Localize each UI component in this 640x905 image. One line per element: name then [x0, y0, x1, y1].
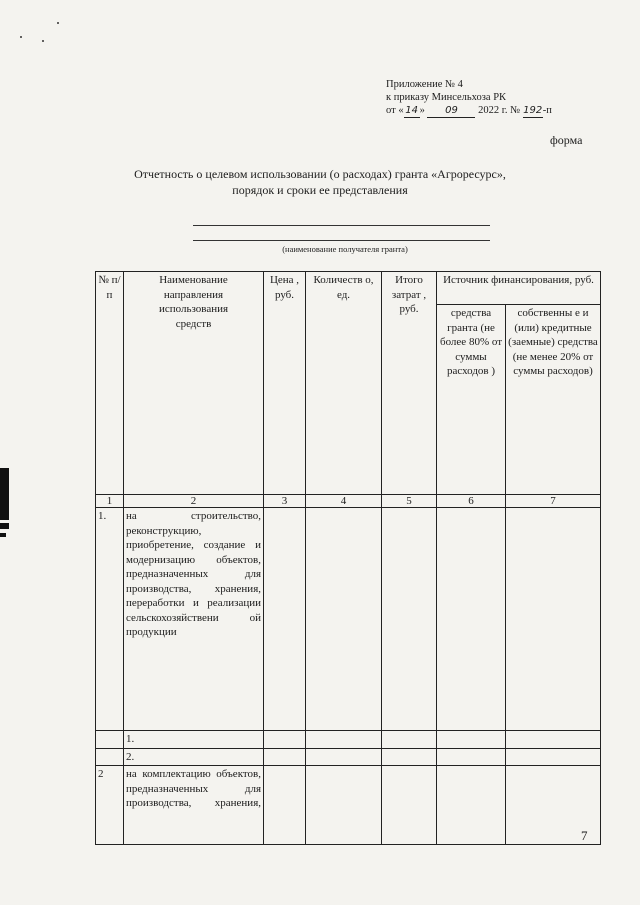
column-number: 6: [437, 495, 506, 508]
title-line-1: Отчетность о целевом использовании (о расходах) гранта «Агроресурс»,: [134, 167, 506, 181]
header-total: Итого затрат , руб.: [382, 272, 437, 495]
approval-line-2: к приказу Минсельхоза РК: [386, 92, 507, 103]
document-title: [80, 166, 560, 198]
column-numbers-row: [96, 495, 601, 508]
approval-block: [386, 78, 552, 118]
approval-line-3: [386, 104, 552, 118]
approval-line-1: Приложение № 4: [386, 79, 463, 90]
header-price: Цена , руб.: [264, 272, 306, 495]
cell-total: [382, 748, 437, 766]
cell-own: [506, 508, 601, 731]
recipient-caption: (наименование получателя гранта): [282, 244, 408, 254]
approval-day: 14: [405, 105, 418, 116]
table-subrow: [96, 748, 601, 766]
approval-date-prefix: от «: [386, 105, 404, 116]
approval-month: 09: [427, 104, 475, 118]
approval-number: 192: [523, 105, 543, 116]
header-grant: средства гранта (не более 80% от суммы расходов ): [437, 305, 506, 495]
header-quantity: Количеств о, ед.: [306, 272, 382, 495]
cell-grant: [437, 508, 506, 731]
cell-own: [506, 731, 601, 749]
recipient-line: [193, 240, 490, 241]
page-number: 7: [581, 828, 588, 843]
approval-date-mid: »: [419, 105, 425, 116]
row-description: на строительство, реконструкцию, приобретение, создание и модернизацию объектов, предназначенных для производства, хранения, переработки и реализации сельскохозяйствени ой продукции: [124, 508, 264, 731]
header-source: Источник финансирования, руб.: [437, 272, 601, 305]
form-label: форма: [550, 133, 583, 147]
header-num: № п/ п: [96, 272, 124, 495]
subrow-label: 1.: [124, 731, 264, 749]
subrow-label: 2.: [124, 748, 264, 766]
row-description: на комплектацию объектов, предназначенных для производства, хранения,: [124, 766, 264, 845]
column-number: 7: [506, 495, 601, 508]
row-number: 1.: [96, 508, 124, 731]
cell-grant: [437, 766, 506, 845]
cell-total: [382, 766, 437, 845]
column-number: 2: [124, 495, 264, 508]
table-subrow: [96, 731, 601, 749]
column-number: 1: [96, 495, 124, 508]
cell-quantity: [306, 748, 382, 766]
row-number: [96, 731, 124, 749]
cell-total: [382, 731, 437, 749]
cell-quantity: [306, 508, 382, 731]
approval-suffix: -п: [542, 105, 552, 116]
cell-price: [264, 508, 306, 731]
cell-own: [506, 748, 601, 766]
cell-price: [264, 748, 306, 766]
header-row: [96, 272, 601, 305]
title-line-2: порядок и сроки ее представления: [232, 183, 408, 197]
row-number: 2: [96, 766, 124, 845]
table-row: [96, 508, 601, 731]
header-name: Наименование направления использования средств: [124, 272, 264, 495]
scan-edge-mark: [0, 523, 9, 529]
approval-year: 2022 г. №: [478, 105, 521, 116]
cell-price: [264, 731, 306, 749]
cell-grant: [437, 731, 506, 749]
scan-edge-mark: [0, 468, 9, 520]
cell-total: [382, 508, 437, 731]
cell-quantity: [306, 766, 382, 845]
column-number: 5: [382, 495, 437, 508]
report-table: [95, 271, 601, 845]
column-number: 3: [264, 495, 306, 508]
row-number: [96, 748, 124, 766]
cell-grant: [437, 748, 506, 766]
header-own: собственны е и (или) кредитные (заемные) средства (не менее 20% от суммы расходов): [506, 305, 601, 495]
table-row: [96, 766, 601, 845]
cell-price: [264, 766, 306, 845]
recipient-line: [193, 225, 490, 226]
column-number: 4: [306, 495, 382, 508]
scan-edge-mark: [0, 533, 6, 537]
cell-quantity: [306, 731, 382, 749]
